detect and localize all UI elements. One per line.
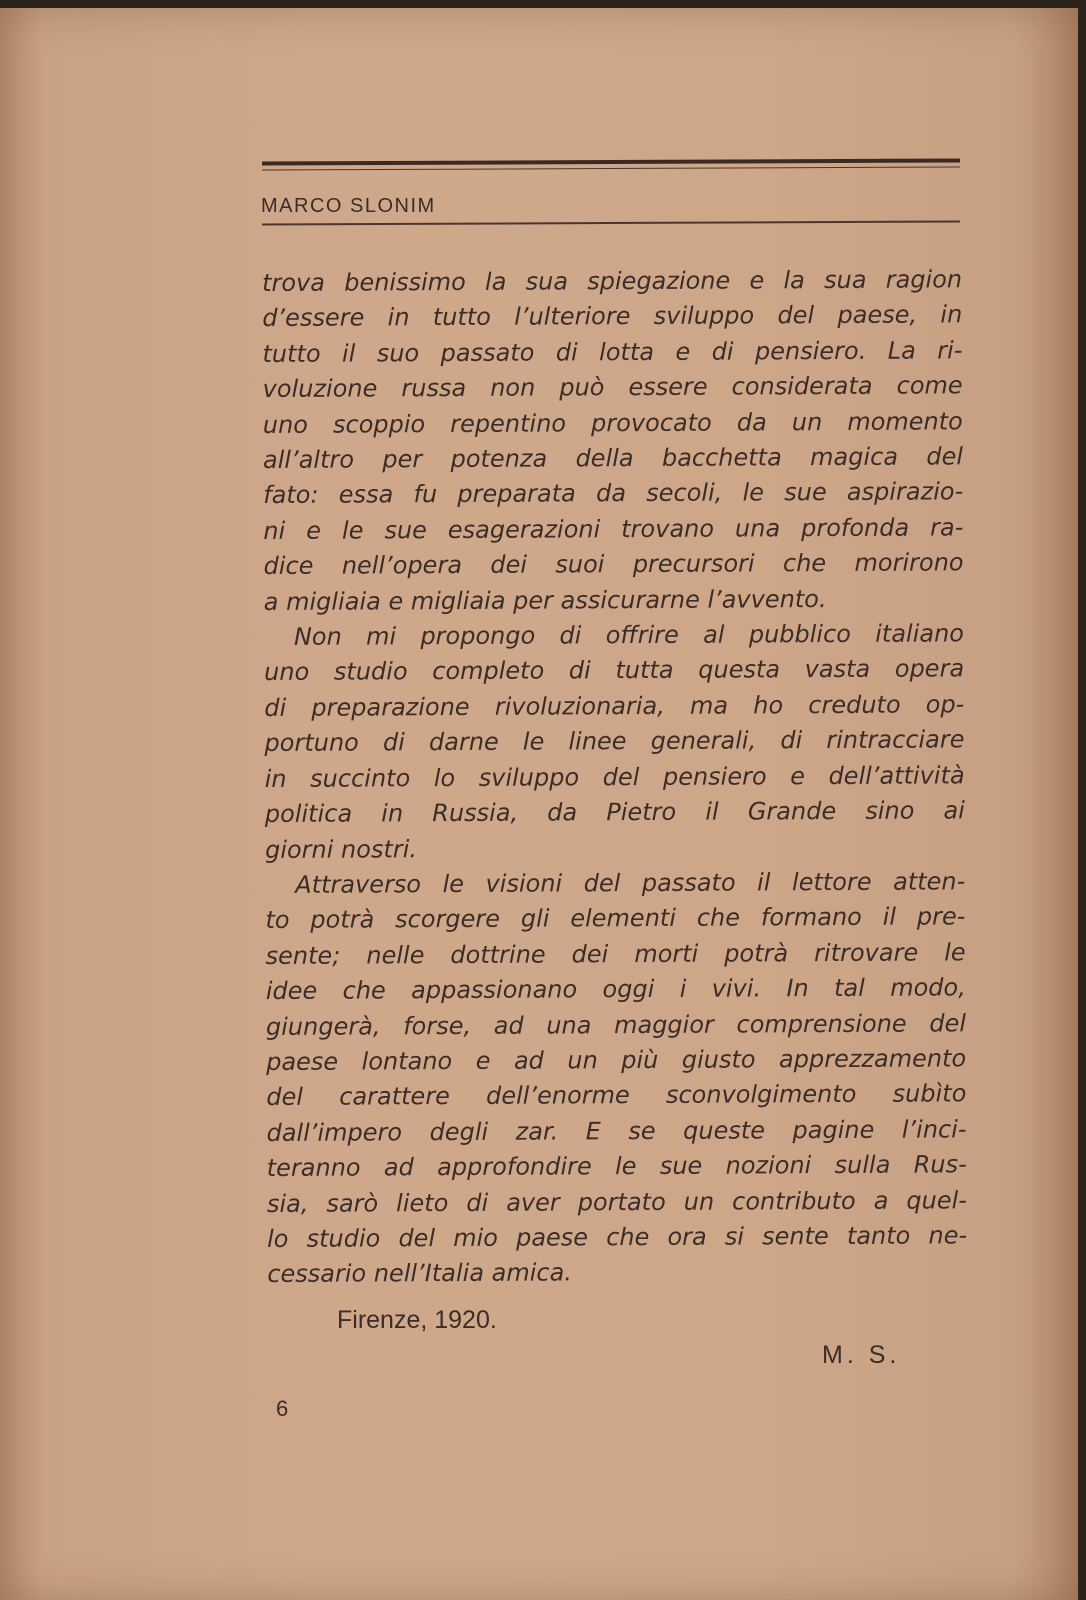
text-line: cessario nell’Italia amica. xyxy=(267,1258,572,1289)
text-line: del carattere dell’enorme sconvolgimento subìto xyxy=(266,1079,967,1112)
text-line: lo studio del mio paese che ora si sente tanto ne- xyxy=(267,1221,968,1253)
body-text xyxy=(262,262,967,1292)
text-line: d’essere in tutto l’ulteriore sviluppo del paese, in xyxy=(262,300,963,333)
text-line: dice nell’opera dei suoi precursori che morirono xyxy=(263,548,964,581)
header-rule-thick xyxy=(262,158,960,165)
text-line: sente; nelle dottrine dei morti potrà ritrovare le xyxy=(265,938,966,970)
text-line: uno scoppio repentino provocato da un momento xyxy=(262,406,963,439)
text-line: portuno di darne le linee generali, di rintracciare xyxy=(264,725,965,758)
text-line: giungerà, forse, ad una maggior comprensione del xyxy=(265,1008,967,1041)
text-line: politica in Russia, da Pietro il Grande sino ai xyxy=(264,796,965,829)
text-line: paese lontano e ad un più giusto apprezzamento xyxy=(266,1044,967,1076)
text-line: tutto il suo passato di lotta e di pensiero. La ri- xyxy=(262,336,963,368)
text-line: fato: essa fu preparata da secoli, le sue aspirazio- xyxy=(263,477,964,510)
text-line: giorni nostri. xyxy=(264,834,418,864)
text-line: all’altro per potenza della bacchetta magica del xyxy=(262,442,964,475)
header-rule-thin xyxy=(262,166,960,170)
text-line: voluzione russa non può essere considerata come xyxy=(262,371,963,404)
place-date: Firenze, 1920. xyxy=(337,1306,497,1334)
text-line: idee che appassionano oggi i vivi. In tal modo, xyxy=(265,973,966,1006)
text-line: sia, sarò lieto di aver portato un contributo a quel- xyxy=(266,1185,967,1218)
text-line: dall’impero degli zar. E se queste pagine l’inci- xyxy=(266,1115,967,1147)
running-head-rule xyxy=(262,220,960,225)
text-line: in succinto lo sviluppo del pensiero e dell’attività xyxy=(264,761,965,793)
running-head: MARCO SLONIM xyxy=(261,195,436,217)
text-line: Attraverso le visioni del passato il lettore atten- xyxy=(295,867,966,899)
text-line: trova benissimo la sua spiegazione e la sua ragion xyxy=(262,265,963,297)
text-line: ni e le sue esagerazioni trovano una profonda ra- xyxy=(263,513,964,545)
text-line: Non mi propongo di offrire al pubblico italiano xyxy=(293,619,965,651)
text-line: to potrà scorgere gli elementi che formano il pre- xyxy=(265,902,966,935)
page-number: 6 xyxy=(276,1396,289,1421)
text-line: teranno ad approfondire le sue nozioni sulla Rus- xyxy=(266,1150,967,1183)
text-line: a migliaia e migliaia per assicurarne l’avvento. xyxy=(263,584,827,616)
author-initials: M. S. xyxy=(822,1341,901,1369)
text-line: di preparazione rivoluzionaria, ma ho creduto op- xyxy=(264,690,965,722)
book-page xyxy=(0,8,1078,1600)
text-line: uno studio completo di tutta questa vasta opera xyxy=(264,654,965,687)
